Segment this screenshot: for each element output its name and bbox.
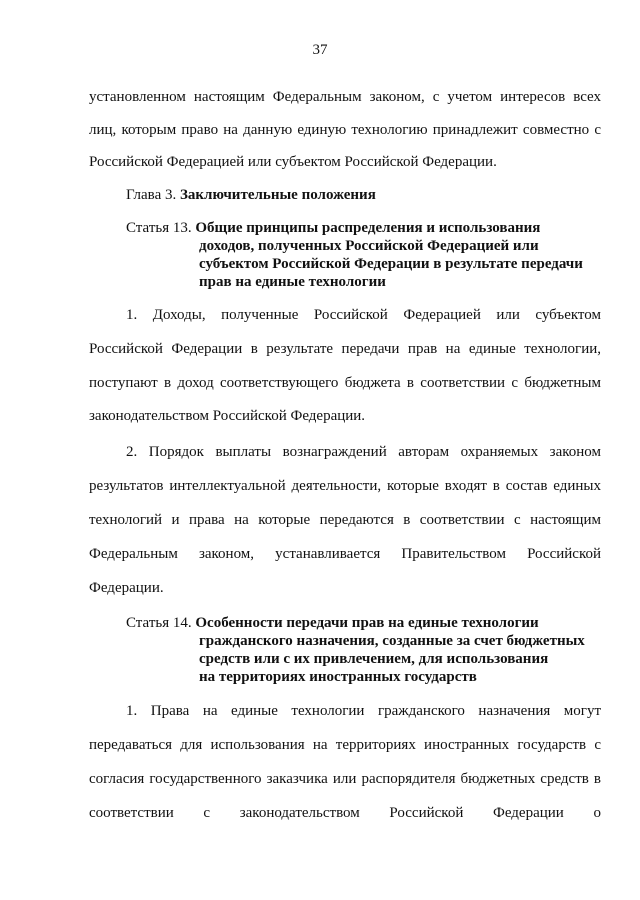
text-line: технологий и права на которые передаются в соответствии с настоящим [89,512,601,528]
page-number: 37 [312,42,328,58]
article-13-label: Статья 13. [126,220,192,236]
text-line: соответствии с законодательством Российской Федерации о [89,805,601,821]
article-13-heading [126,219,540,237]
article-14-label: Статья 14. [126,615,192,631]
article-14-heading [126,614,539,632]
chapter-label: Глава 3. [126,187,177,203]
text-line: передаваться для использования на территориях иностранных государств с [89,737,601,753]
article-13-title-line: Общие принципы распределения и использования [195,220,541,236]
article-13-title-line: прав на единые технологии [199,274,386,290]
article-13-title-line: субъектом Российской Федерации в результате передачи [199,256,583,272]
text-line: результатов интеллектуальной деятельности, которые входят в состав единых [89,478,601,494]
text-line: согласия государственного заказчика или распорядителя бюджетных средств в [89,771,601,787]
chapter-title: Заключительные положения [179,187,376,203]
text-line: 2. Порядок выплаты вознаграждений авторам охраняемых законом [126,444,601,460]
text-line: 1. Доходы, полученные Российской Федерацией или субъектом [126,307,601,323]
text-line: лиц, которым право на данную единую технологию принадлежит совместно с [89,122,601,138]
text-line: установленном настоящим Федеральным законом, с учетом интересов всех [89,89,601,105]
article-14-title-line: гражданского назначения, созданные за счет бюджетных [199,633,585,649]
text-line: Федеральным законом, устанавливается Правительством Российской [89,546,601,562]
text-line: поступают в доход соответствующего бюджета в соответствии с бюджетным [89,375,601,391]
article-13-title-line: доходов, полученных Российской Федерацией или [199,238,539,254]
article-14-title-line: Особенности передачи прав на единые технологии [195,615,539,631]
text-line: Федерации. [89,580,164,596]
text-line: Российской Федерации в результате передачи прав на единые технологии, [89,341,601,357]
text-line: 1. Права на единые технологии гражданского назначения могут [126,703,601,719]
article-14-title-line: средств или с их привлечением, для использования [199,651,549,667]
text-line: законодательством Российской Федерации. [89,408,366,424]
chapter-heading [126,186,376,204]
article-14-title-line: на территориях иностранных государств [199,669,477,685]
text-line: Российской Федерацией или субъектом Российской Федерации. [89,154,497,170]
